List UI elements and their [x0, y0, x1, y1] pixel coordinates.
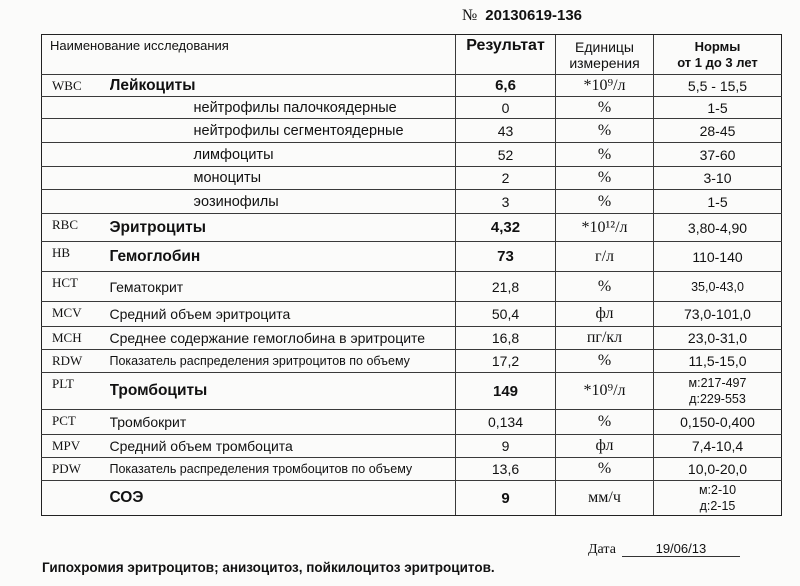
- row-abbreviation: PLT: [42, 373, 110, 410]
- norm-line: м:217-497: [688, 376, 747, 390]
- norm-line: 110-140: [692, 248, 743, 265]
- norm-line: 3-10: [703, 170, 732, 186]
- row-test-name: моноциты: [110, 167, 456, 190]
- table-row: [42, 214, 782, 242]
- table-row: [42, 167, 782, 190]
- row-result: 73: [456, 242, 556, 272]
- table-row: [42, 458, 782, 481]
- norm-line: 73,0-101,0: [684, 306, 751, 322]
- row-norm: [654, 97, 782, 119]
- table-row: [42, 119, 782, 143]
- table-row: [42, 327, 782, 350]
- row-unit: %: [556, 119, 654, 143]
- row-result: 17,2: [456, 350, 556, 373]
- row-test-name: Показатель распределения эритроцитов по объему: [110, 350, 456, 373]
- row-result: 0,134: [456, 410, 556, 435]
- table-body: [42, 75, 782, 516]
- header-units: [556, 35, 654, 75]
- row-unit: %: [556, 410, 654, 435]
- table-row: [42, 373, 782, 410]
- row-result: 4,32: [456, 214, 556, 242]
- row-abbreviation: PDW: [42, 458, 110, 481]
- document-number-value: 20130619-136: [485, 7, 583, 24]
- row-abbreviation: [42, 481, 110, 516]
- row-unit: %: [556, 350, 654, 373]
- row-norm: [654, 350, 782, 373]
- row-test-name: нейтрофилы сегментоядерные: [110, 119, 456, 143]
- norm-line: 23,0-31,0: [687, 330, 748, 346]
- row-norm: [654, 481, 782, 516]
- table-row: [42, 350, 782, 373]
- norm-line: 7,4-10,4: [691, 438, 744, 454]
- row-unit: фл: [556, 302, 654, 327]
- table-row: [42, 481, 782, 516]
- row-abbreviation: HB: [42, 242, 110, 272]
- table-row: [42, 97, 782, 119]
- row-abbreviation: MCV: [42, 302, 110, 327]
- row-norm: [654, 214, 782, 242]
- header-name: Наименование исследования: [42, 35, 456, 75]
- row-norm: [654, 302, 782, 327]
- table-row: [42, 75, 782, 97]
- row-unit: %: [556, 272, 654, 302]
- row-test-name: Средний объем тромбоцита: [110, 435, 456, 458]
- row-unit: г/л: [556, 242, 654, 272]
- table-row: [42, 302, 782, 327]
- row-unit: мм/ч: [556, 481, 654, 516]
- norm-line: 37-60: [699, 146, 736, 163]
- norm-line: 0,150-0,400: [680, 414, 755, 430]
- row-abbreviation: HCT: [42, 272, 110, 302]
- row-test-name: Средний объем эритроцита: [110, 302, 456, 327]
- row-unit: %: [556, 167, 654, 190]
- header-norms-line1: Нормы: [694, 38, 741, 54]
- row-unit: фл: [556, 435, 654, 458]
- row-abbreviation: MCH: [42, 327, 110, 350]
- row-norm: [654, 119, 782, 143]
- row-abbreviation: [42, 119, 110, 143]
- table-header-row: [42, 35, 782, 75]
- row-norm: [654, 242, 782, 272]
- row-norm: [654, 190, 782, 214]
- row-result: 2: [456, 167, 556, 190]
- date-label: Дата: [588, 542, 616, 557]
- header-units-line2: измерения: [569, 54, 640, 71]
- row-unit: пг/кл: [556, 327, 654, 350]
- row-unit: %: [556, 458, 654, 481]
- row-result: 9: [456, 435, 556, 458]
- table-row: [42, 242, 782, 272]
- row-test-name: Показатель распределения тромбоцитов по объему: [110, 458, 456, 481]
- row-unit: *10⁹/л: [556, 75, 654, 97]
- row-abbreviation: [42, 167, 110, 190]
- row-result: 0: [456, 97, 556, 119]
- row-norm: [654, 373, 782, 410]
- row-test-name: Гематокрит: [110, 272, 456, 302]
- row-test-name: СОЭ: [110, 481, 456, 516]
- number-sign: №: [462, 7, 478, 24]
- row-norm: [654, 458, 782, 481]
- row-test-name: Среднее содержание гемоглобина в эритроците: [110, 327, 456, 350]
- row-test-name: нейтрофилы палочкоядерные: [110, 97, 456, 119]
- row-test-name: Эритроциты: [110, 214, 456, 242]
- norm-line: м:2-10: [698, 483, 737, 497]
- row-test-name: Тромбокрит: [110, 410, 456, 435]
- row-result: 3: [456, 190, 556, 214]
- norm-line: 1-5: [707, 193, 728, 210]
- row-abbreviation: [42, 190, 110, 214]
- row-norm: [654, 272, 782, 302]
- document-number: [462, 7, 582, 25]
- row-unit: %: [556, 143, 654, 167]
- row-unit: *10⁹/л: [556, 373, 654, 410]
- row-test-name: Лейкоциты: [110, 75, 456, 97]
- table-row: [42, 143, 782, 167]
- norm-line: 35,0-43,0: [691, 279, 744, 294]
- conclusion-note: Гипохромия эритроцитов; анизоцитоз, пойкилоцитоз эритроцитов.: [42, 560, 495, 575]
- row-test-name: Гемоглобин: [110, 242, 456, 272]
- date-line: [588, 541, 740, 558]
- row-norm: [654, 327, 782, 350]
- header-norms: [654, 35, 782, 75]
- header-result: Результат: [456, 35, 556, 75]
- row-test-name: лимфоциты: [110, 143, 456, 167]
- norm-line: 10,0-20,0: [687, 461, 748, 477]
- norm-line: 28-45: [699, 122, 736, 139]
- norm-line: 3,80-4,90: [687, 219, 748, 236]
- row-result: 52: [456, 143, 556, 167]
- row-abbreviation: [42, 97, 110, 119]
- norm-line: 5,5 - 15,5: [687, 77, 748, 94]
- norm-line-2: д:229-553: [689, 392, 746, 406]
- row-unit: %: [556, 97, 654, 119]
- table-row: [42, 410, 782, 435]
- header-norms-line2: от 1 до 3 лет: [677, 54, 758, 70]
- results-table: [41, 34, 782, 516]
- row-result: 9: [456, 481, 556, 516]
- row-result: 16,8: [456, 327, 556, 350]
- row-norm: [654, 167, 782, 190]
- row-abbreviation: RDW: [42, 350, 110, 373]
- norm-line: 1-5: [707, 99, 728, 116]
- row-abbreviation: PCT: [42, 410, 110, 435]
- row-test-name: эозинофилы: [110, 190, 456, 214]
- row-result: 149: [456, 373, 556, 410]
- row-result: 6,6: [456, 75, 556, 97]
- row-abbreviation: [42, 143, 110, 167]
- row-test-name: Тромбоциты: [110, 373, 456, 410]
- row-result: 21,8: [456, 272, 556, 302]
- header-units-line1: Единицы: [575, 38, 634, 55]
- row-norm: [654, 75, 782, 97]
- norm-line: 11,5-15,0: [688, 353, 747, 369]
- row-abbreviation: MPV: [42, 435, 110, 458]
- row-unit: %: [556, 190, 654, 214]
- row-unit: *10¹²/л: [556, 214, 654, 242]
- table-row: [42, 190, 782, 214]
- row-abbreviation: RBC: [42, 214, 110, 242]
- norm-line-2: д:2-15: [699, 499, 736, 513]
- table-row: [42, 435, 782, 458]
- row-abbreviation: WBC: [42, 75, 110, 97]
- row-result: 43: [456, 119, 556, 143]
- row-norm: [654, 435, 782, 458]
- row-norm: [654, 143, 782, 167]
- row-result: 50,4: [456, 302, 556, 327]
- row-norm: [654, 410, 782, 435]
- row-result: 13,6: [456, 458, 556, 481]
- date-value: 19/06/13: [622, 541, 740, 557]
- table-row: [42, 272, 782, 302]
